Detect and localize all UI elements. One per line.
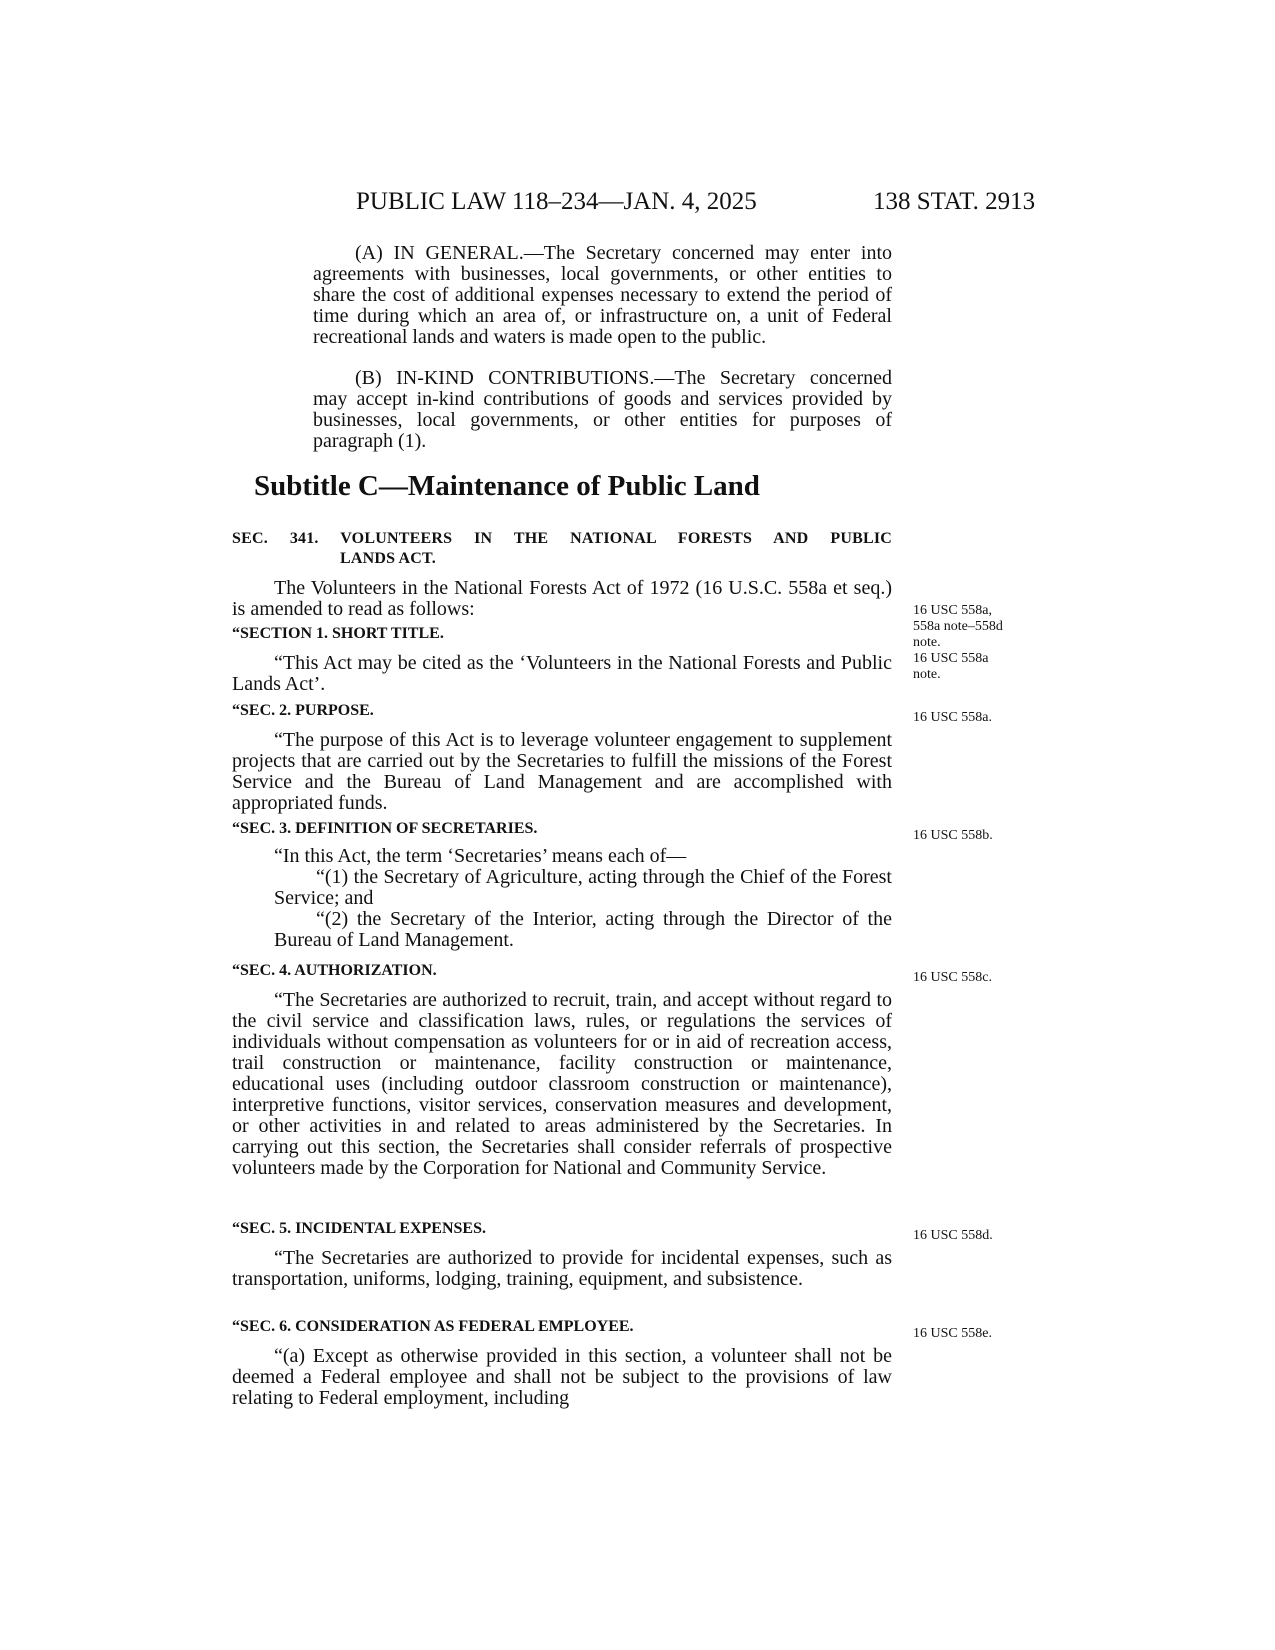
subsection-heading-4: “SEC. 4. AUTHORIZATION. [232,962,437,979]
paragraph-b-label: (B) I [355,367,403,389]
section-intro: The Volunteers in the National Forests Act of 1972 (16 U.S.C. 558a et seq.) is amended to read as follows: [232,577,892,620]
subsection-text-1: “This Act may be cited as the ‘Volunteers in the National Forests and Public Lands Act’. [232,652,892,695]
section-title-line2: LANDS ACT. [340,550,436,567]
margin-note-4: 16 USC 558b. [913,828,993,843]
definition-item-1: “(1) the Secretary of Agriculture, acting through the Chief of the Forest Service; and [274,866,892,909]
paragraph-b [313,368,892,452]
subsection-text-3: “In this Act, the term ‘Secretaries’ means each of— [274,845,687,867]
margin-note-5: 16 USC 558c. [913,970,992,985]
margin-note-2-line2: note. [913,667,941,682]
margin-note-1-line1: 16 USC 558a, [913,603,992,618]
margin-note-2 [913,651,988,683]
paragraph-b-heading: N-KIND CONTRIBUTIONS [402,367,650,389]
subsection-text-5: “The Secretaries are authorized to provide for incidental expenses, such as transportation, uniforms, lodging, training, equipment, and subsistence. [232,1247,892,1290]
page-stat-number: 138 STAT. 2913 [873,188,1036,215]
subsection-text-6: “(a) Except as otherwise provided in this section, a volunteer shall not be deemed a Federal employee and shall not be subject to the provisions of law relating to Federal employment, including [232,1345,892,1409]
definition-item-2: “(2) the Secretary of the Interior, acting through the Director of the Bureau of Land Management. [274,908,892,951]
paragraph-a-text: .—The Secretary concerned may enter into agreements with businesses, local governments, or other entities to share the cost of additional expenses necessary to extend the period of time during which an area of, or infrastructure on, a unit of Federal recreational lands and waters is made open to the public. [313,242,892,348]
subsection-heading-1: “SECTION 1. SHORT TITLE. [232,625,444,642]
running-header-title: PUBLIC LAW 118–234—JAN. 4, 2025 [356,188,757,215]
subsection-heading-6: “SEC. 6. CONSIDERATION AS FEDERAL EMPLOYEE. [232,1318,634,1335]
margin-note-1-line3: note. [913,635,941,650]
margin-note-6: 16 USC 558d. [913,1228,993,1243]
section-title-line1: SEC. 341. VOLUNTEERS IN THE NATIONAL FORESTS AND PUBLIC [232,530,892,547]
subsection-heading-3: “SEC. 3. DEFINITION OF SECRETARIES. [232,820,538,837]
margin-note-1 [913,603,1003,651]
paragraph-a [313,243,892,348]
paragraph-a-heading: N GENERAL [400,242,519,264]
margin-note-1-line2: 558a note–558d [913,619,1003,634]
subsection-heading-2: “SEC. 2. PURPOSE. [232,702,374,719]
subtitle-heading: Subtitle C—Maintenance of Public Land [254,470,760,502]
subsection-heading-5: “SEC. 5. INCIDENTAL EXPENSES. [232,1220,486,1237]
subsection-text-2: “The purpose of this Act is to leverage volunteer engagement to supplement projects that are carried out by the Secretaries to fulfill the missions of the Forest Service and the Bureau of Land Management and are accomplished with appropriated funds. [232,729,892,814]
paragraph-b-text: .—The Secretary concerned may accept in-kind contributions of goods and services provided by businesses, local governments, or other entities for purposes of paragraph (1). [313,367,892,452]
subsection-text-4: “The Secretaries are authorized to recruit, train, and accept without regard to the civil service and classification laws, rules, or regulations the services of individuals without compensation as volunteers for or in aid of recreation access, trail construction or maintenance, facility construction or maintenance, educational uses (including outdoor classroom construction or maintenance), interpretive functions, visitor services, conservation measures and development, or other activities in and related to areas administered by the Secretaries. In carrying out this section, the Secretaries shall consider referrals of prospective volunteers made by the Corporation for National and Community Service. [232,989,892,1179]
margin-note-3: 16 USC 558a. [913,710,992,725]
margin-note-2-line1: 16 USC 558a [913,651,989,666]
margin-note-7: 16 USC 558e. [913,1326,992,1341]
paragraph-a-label: (A) I [355,242,401,264]
